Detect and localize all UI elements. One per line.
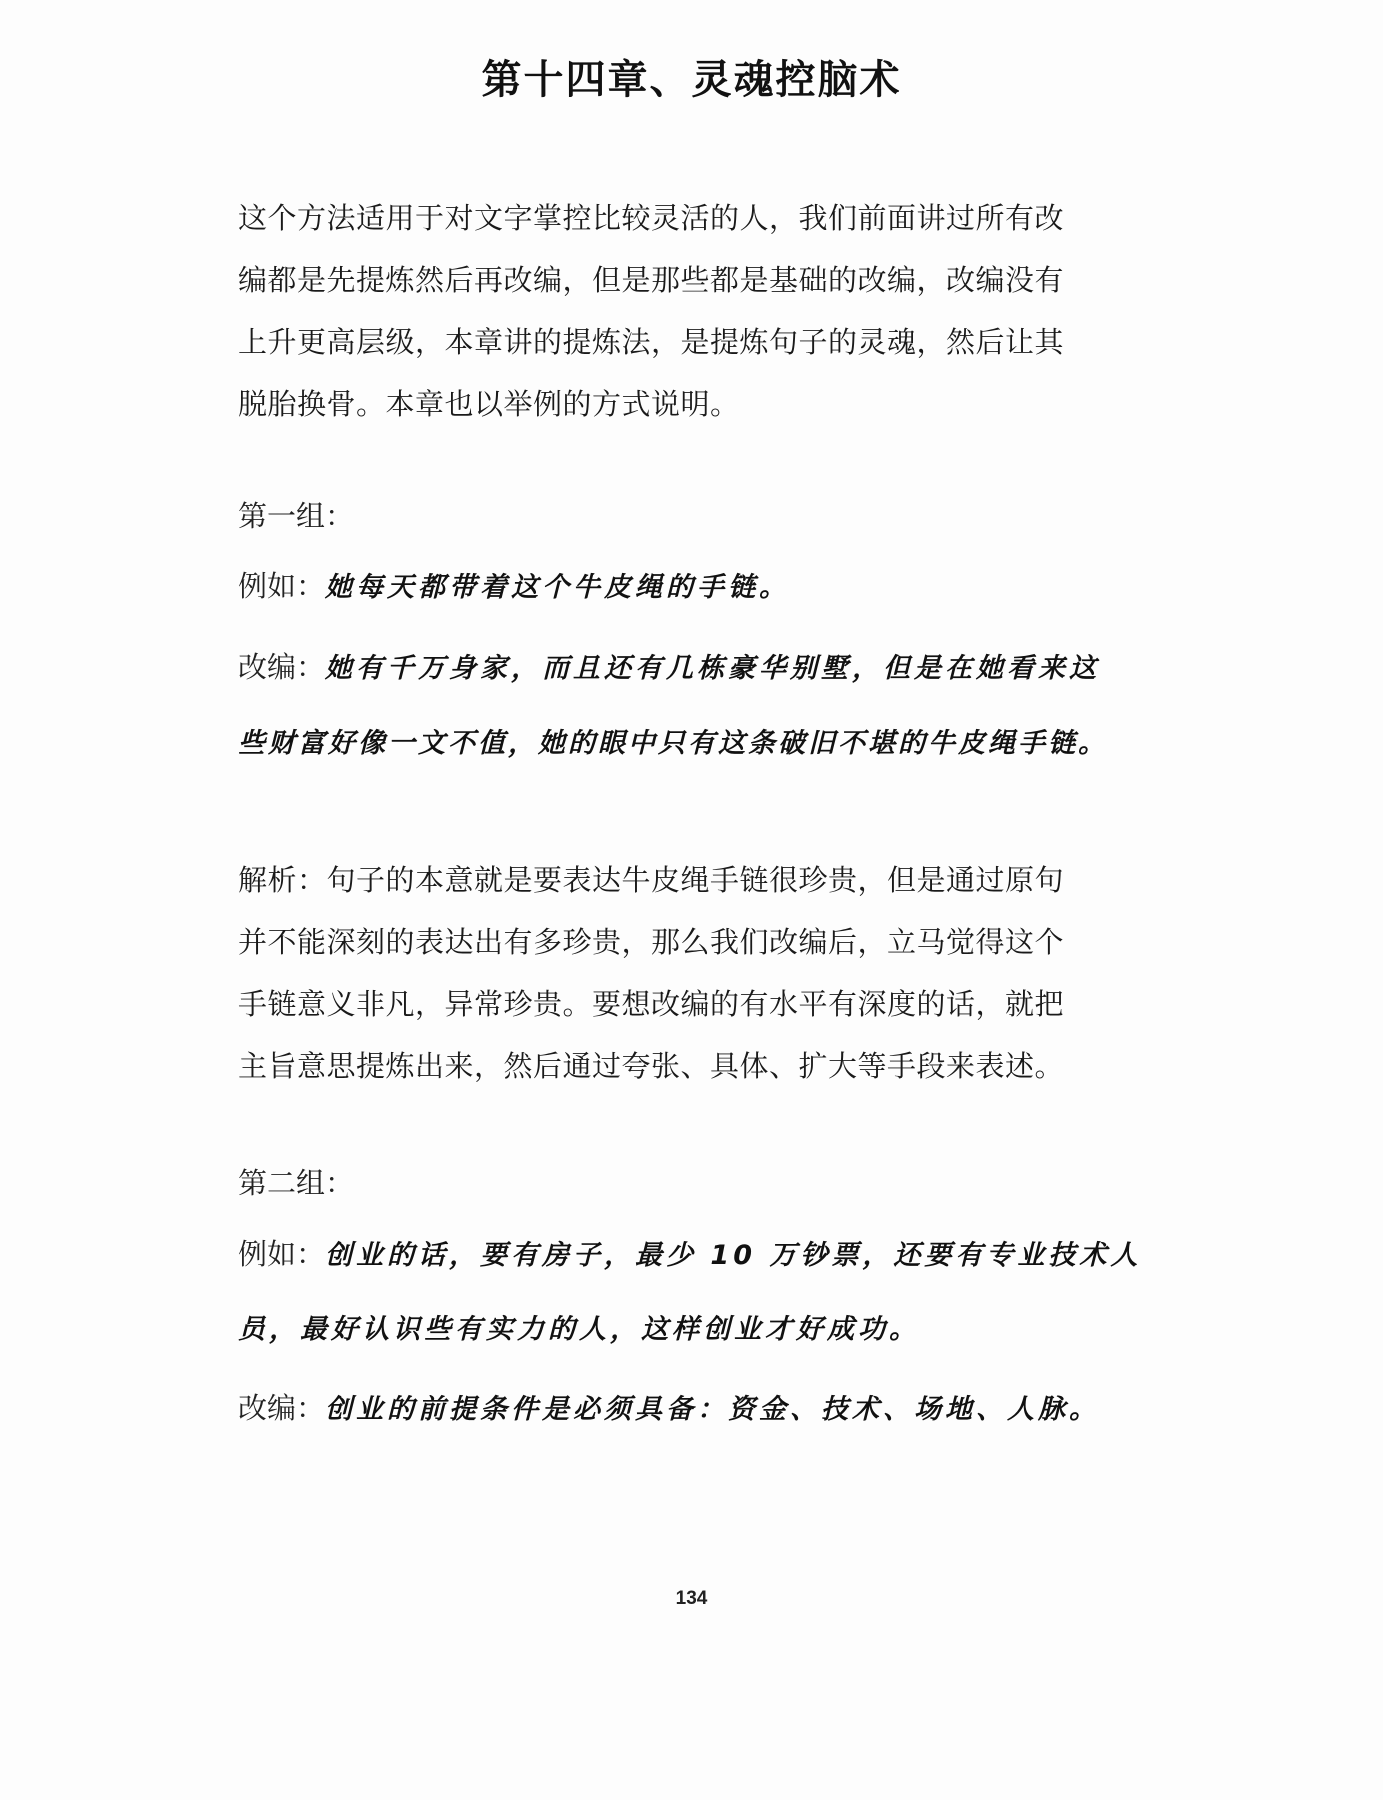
rewrite-text: 她有千万身家，而且还有几栋豪华别墅，但是在她看来这	[325, 653, 1101, 684]
example-text: 员，最好认识些有实力的人，这样创业才好成功。	[238, 1314, 920, 1345]
rewrite-text: 些财富好像一文不值，她的眼中只有这条破旧不堪的牛皮绳手链。	[238, 728, 1108, 759]
group1-example	[238, 566, 1198, 611]
group2-rewrite	[238, 1388, 1198, 1433]
example-text: 她每天都带着这个牛皮绳的手链。	[325, 572, 791, 603]
intro-line: 这个方法适用于对文字掌控比较灵活的人，我们前面讲过所有改	[238, 201, 1065, 235]
group2-heading: 第二组：	[238, 1166, 355, 1200]
group1-heading: 第一组：	[238, 499, 355, 533]
intro-line: 上升更高层级，本章讲的提炼法，是提炼句子的灵魂，然后让其	[238, 325, 1065, 359]
analysis-line: 手链意义非凡，异常珍贵。要想改编的有水平有深度的话，就把	[238, 987, 1065, 1021]
intro-paragraph	[238, 187, 1138, 435]
page-number: 134	[675, 1588, 708, 1609]
group2-example-line2	[238, 1310, 1198, 1353]
example-label: 例如：	[238, 1237, 326, 1271]
analysis-line: 解析：句子的本意就是要表达牛皮绳手链很珍贵，但是通过原句	[238, 863, 1065, 897]
group1-rewrite-line1	[238, 647, 1198, 692]
rewrite-label: 改编：	[238, 650, 326, 684]
group2-example-line1	[238, 1234, 1198, 1279]
analysis-paragraph	[238, 849, 1138, 1097]
group1-rewrite-line2	[238, 724, 1198, 767]
chapter-title: 第十四章、灵魂控脑术	[481, 57, 902, 103]
rewrite-text: 创业的前提条件是必须具备：资金、技术、场地、人脉。	[325, 1394, 1101, 1425]
intro-line: 脱胎换骨。本章也以举例的方式说明。	[238, 387, 740, 421]
intro-line: 编都是先提炼然后再改编，但是那些都是基础的改编，改编没有	[238, 263, 1065, 297]
rewrite-label: 改编：	[238, 1391, 326, 1425]
example-text: 创业的话，要有房子，最少 10 万钞票，还要有专业技术人	[325, 1240, 1142, 1271]
analysis-line: 主旨意思提炼出来，然后通过夸张、具体、扩大等手段来表述。	[238, 1049, 1065, 1083]
example-label: 例如：	[238, 569, 326, 603]
analysis-line: 并不能深刻的表达出有多珍贵，那么我们改编后，立马觉得这个	[238, 925, 1065, 959]
